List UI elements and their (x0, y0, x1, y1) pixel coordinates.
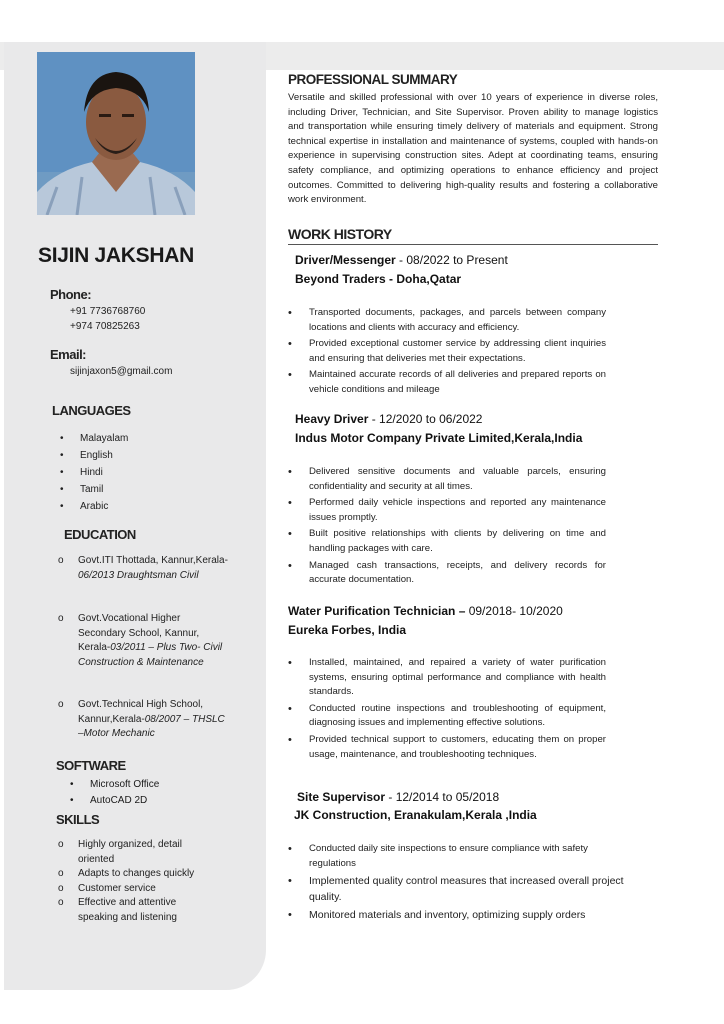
job-company: Eureka Forbes, India (288, 623, 407, 637)
skill-item: o Customer service (58, 882, 218, 897)
profile-photo (37, 52, 195, 215)
job-bullet: • Conducted routine inspections and troubleshooting of equipment, diagnosing issues and implementing effective solutions. (288, 702, 606, 731)
work-history-heading: WORK HISTORY (288, 226, 392, 242)
job-bullets (288, 842, 628, 927)
software-item: • Microsoft Office (70, 777, 159, 793)
education-item: o Govt.Vocational Higher Secondary School, Kannur, Kerala-03/2011 – Plus Two- Civil Construction & Maintenance (58, 613, 223, 668)
education-item: o Govt.ITI Thottada, Kannur,Kerala-06/2013 Draughtsman Civil (58, 555, 228, 581)
job-bullet: • Built positive relationships with clients by delivering on time and handling packages with care. (288, 527, 606, 556)
summary-heading: PROFESSIONAL SUMMARY (288, 72, 458, 87)
summary-text: Versatile and skilled professional with over 10 years of experience in diverse roles, including Driver, Technician, and Site Supervisor. Proven ability to manage logistics and transportation while ensuring timely delivery of materials and equipment. Strong technical expertise in installation and maintenance of systems, coupled with hands-on experience in supervising construction sites. Adept at coordinating teams, ensuring safety compliance, and optimizing operations to enhance efficiency and project outcomes. Committed to delivering high-quality results and fostering a collaborative work environment. (288, 92, 658, 206)
job-bullet: • Monitored materials and inventory, optimizing supply orders (288, 908, 628, 924)
skills-heading: SKILLS (56, 812, 100, 827)
language-item: • Tamil (58, 481, 128, 498)
job-title: Heavy Driver - 12/2020 to 06/2022 (295, 412, 483, 426)
phone-label: Phone: (50, 287, 92, 302)
software-item: • AutoCAD 2D (70, 793, 159, 809)
job-bullet: • Transported documents, packages, and parcels between company locations and clients with accuracy and efficiency. (288, 306, 606, 335)
email-address: sijinjaxon5@gmail.com (70, 366, 173, 377)
job-title: Site Supervisor - 12/2014 to 05/2018 (297, 790, 500, 804)
job-bullets (288, 656, 606, 764)
divider (288, 244, 658, 245)
languages-heading: LANGUAGES (52, 403, 131, 418)
job-bullet: • Installed, maintained, and repaired a variety of water purification systems, ensuring optimal performance and compliance with health standards. (288, 656, 606, 700)
languages-list (58, 430, 128, 515)
education-heading: EDUCATION (64, 527, 136, 542)
email-label: Email: (50, 347, 87, 362)
language-item: • Malayalam (58, 430, 128, 447)
job-bullet: • Implemented quality control measures that increased overall project quality. (288, 874, 628, 905)
education-item: o Govt.Technical High School, Kannur,Kerala-08/2007 – THSLC –Motor Mechanic (58, 699, 225, 739)
job-bullet: • Conducted daily site inspections to ensure compliance with safety regulations (288, 842, 628, 871)
job-title: Driver/Messenger - 08/2022 to Present (295, 253, 508, 267)
software-heading: SOFTWARE (56, 758, 126, 773)
phone-number-2: +974 70825263 (70, 321, 140, 332)
language-item: • Arabic (58, 498, 128, 515)
language-item: • Hindi (58, 464, 128, 481)
software-list (70, 777, 159, 809)
skill-item: o Effective and attentive speaking and listening (58, 896, 218, 925)
job-title: Water Purification Technician – 09/2018- 10/2020 (288, 604, 563, 618)
skill-item: o Adapts to changes quickly (58, 867, 218, 882)
job-bullet: • Managed cash transactions, receipts, and delivery records for accurate documentation. (288, 559, 606, 588)
job-bullets (288, 465, 606, 590)
job-company: Indus Motor Company Private Limited,Kerala,India (295, 431, 583, 445)
skills-list (58, 838, 218, 925)
language-item: • English (58, 447, 128, 464)
job-company: Beyond Traders - Doha,Qatar (295, 272, 462, 286)
job-company: JK Construction, Eranakulam,Kerala ,India (294, 808, 537, 822)
job-bullet: • Provided technical support to customers, educating them on proper usage, maintenance, and troubleshooting techniques. (288, 733, 606, 762)
skill-item: o Highly organized, detail oriented (58, 838, 218, 867)
candidate-name: SIJIN JAKSHAN (38, 244, 194, 267)
job-bullet: • Performed daily vehicle inspections and reported any maintenance issues promptly. (288, 496, 606, 525)
job-bullets (288, 306, 606, 400)
job-bullet: • Provided exceptional customer service by addressing client inquiries and ensuring that deliveries met their expectations. (288, 337, 606, 366)
phone-number-1: +91 7736768760 (70, 306, 146, 317)
job-bullet: • Maintained accurate records of all deliveries and prepared reports on vehicle conditions and mileage (288, 368, 606, 397)
job-bullet: • Delivered sensitive documents and valuable parcels, ensuring confidentiality and security at all times. (288, 465, 606, 494)
